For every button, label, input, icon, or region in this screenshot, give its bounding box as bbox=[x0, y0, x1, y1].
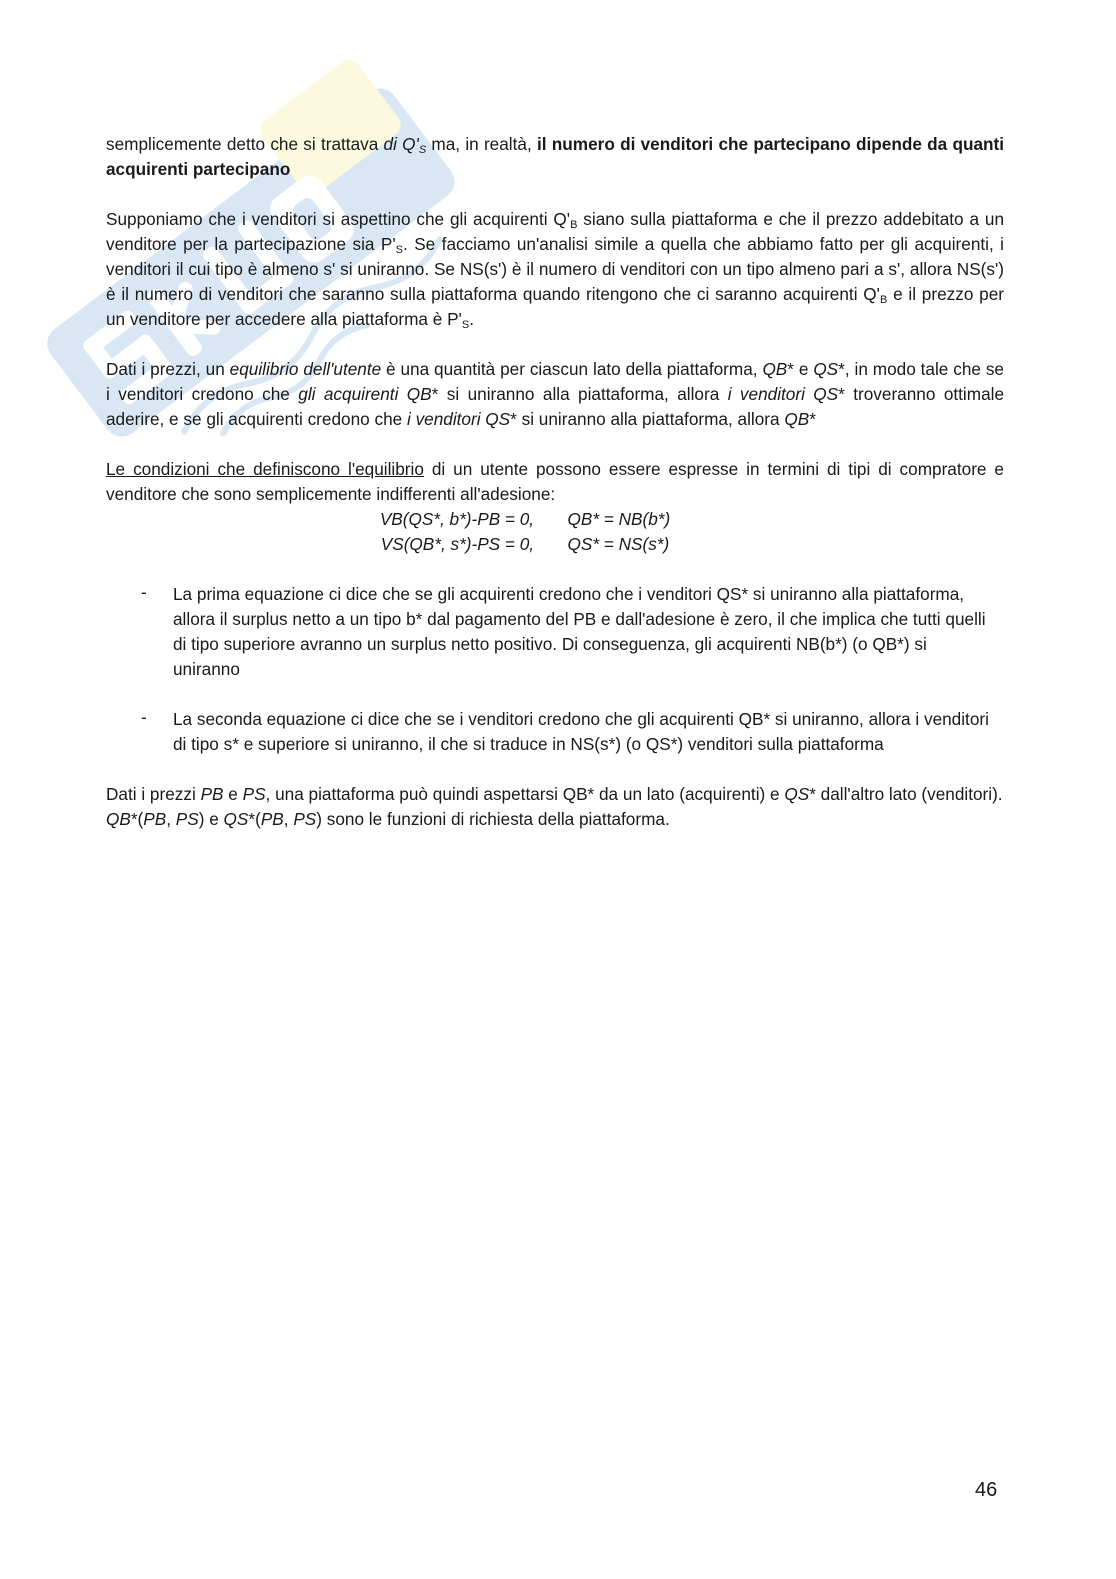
paragraph-equilibrium-conditions: Le condizioni che definiscono l'equilibrio di un utente possono essere espresse in termini di tipi di compratore e venditore che sono semplicemente indifferenti all'adesione: bbox=[106, 459, 1004, 504]
paragraph-seller-expectations: Supponiamo che i venditori si aspettino che gli acquirenti $Q'_B$ siano sulla piattaforma e che il prezzo addebitato a un venditore per la partecipazione sia $P'_S$. Se facciamo un'analisi simile a quella che abbiamo fatto per gli acquirenti, i venditori il cui tipo è almeno s' si uniranno. Se NS(s') è il numero di venditori con un tipo almeno pari a s', allora NS(s') è il numero di venditori che saranno sulla piattaforma quando ritengono che ci saranno acquirenti $Q'_B$ e il prezzo per un venditore per accedere alla piattaforma è $P'_S$. bbox=[106, 209, 1005, 331]
document-body bbox=[106, 132, 1004, 857]
paragraph-seller-participation: semplicemente detto che si trattava di $Q'_S$ ma, in realtà, il numero di venditori che partecipano dipende da quanti acquirenti partecipano bbox=[106, 134, 1004, 179]
underlined-phrase: Le condizioni che definiscono l'equilibrio bbox=[106, 459, 424, 479]
equation-line-2: VS(QB*, s*)-PS = 0, QS* = NS(s*) bbox=[380, 534, 670, 554]
paragraph-demand-functions: Dati i prezzi PB e PS, una piattaforma può quindi aspettarsi QB* da un lato (acquirenti) e QS* dall'altro lato (venditori). QB*(PB, PS) e QS*(PB, PS) sono le funzioni di richiesta della piattaforma. bbox=[106, 784, 1003, 829]
dash-bullet-marker: - bbox=[141, 707, 147, 727]
equations-block bbox=[106, 507, 1004, 557]
list-item: - La prima equazione ci dice che se gli acquirenti credono che i venditori QS* si uniranno alla piattaforma, allora il surplus netto a un tipo b* dal pagamento del PB e dall'adesione è zero, il che implica che tutti quelli di tipo superiore avranno un surplus netto positivo. Di conseguenza, gli acquirenti NB(b*) (o QB*) si uniranno bbox=[141, 582, 986, 679]
dash-bullet-marker: - bbox=[141, 582, 147, 602]
paragraph-user-equilibrium: Dati i prezzi, un equilibrio dell'utente è una quantità per ciascun lato della piattaforma, QB* e QS*, in modo tale che se i venditori credono che gli acquirenti QB* si uniranno alla piattaforma, allora i venditori QS* troveranno ottimale aderire, e se gli acquirenti credono che i venditori QS* si uniranno alla piattaforma, allora QB* bbox=[106, 359, 1005, 429]
page-number: 46 bbox=[975, 1479, 998, 1501]
bold-statement: il numero di venditori che partecipano dipende da quanti acquirenti partecipano bbox=[106, 134, 1004, 179]
equation-line-1: VB(QS*, b*)-PB = 0, QB* = NB(b*) bbox=[379, 509, 671, 529]
list-item: - La seconda equazione ci dice che se i venditori credono che gli acquirenti QB* si uniranno, allora i venditori di tipo s* e superiore si uniranno, il che si traduce in NS(s*) (o QS*) venditori sulla piattaforma bbox=[141, 707, 989, 754]
bullet-list bbox=[106, 582, 1004, 757]
